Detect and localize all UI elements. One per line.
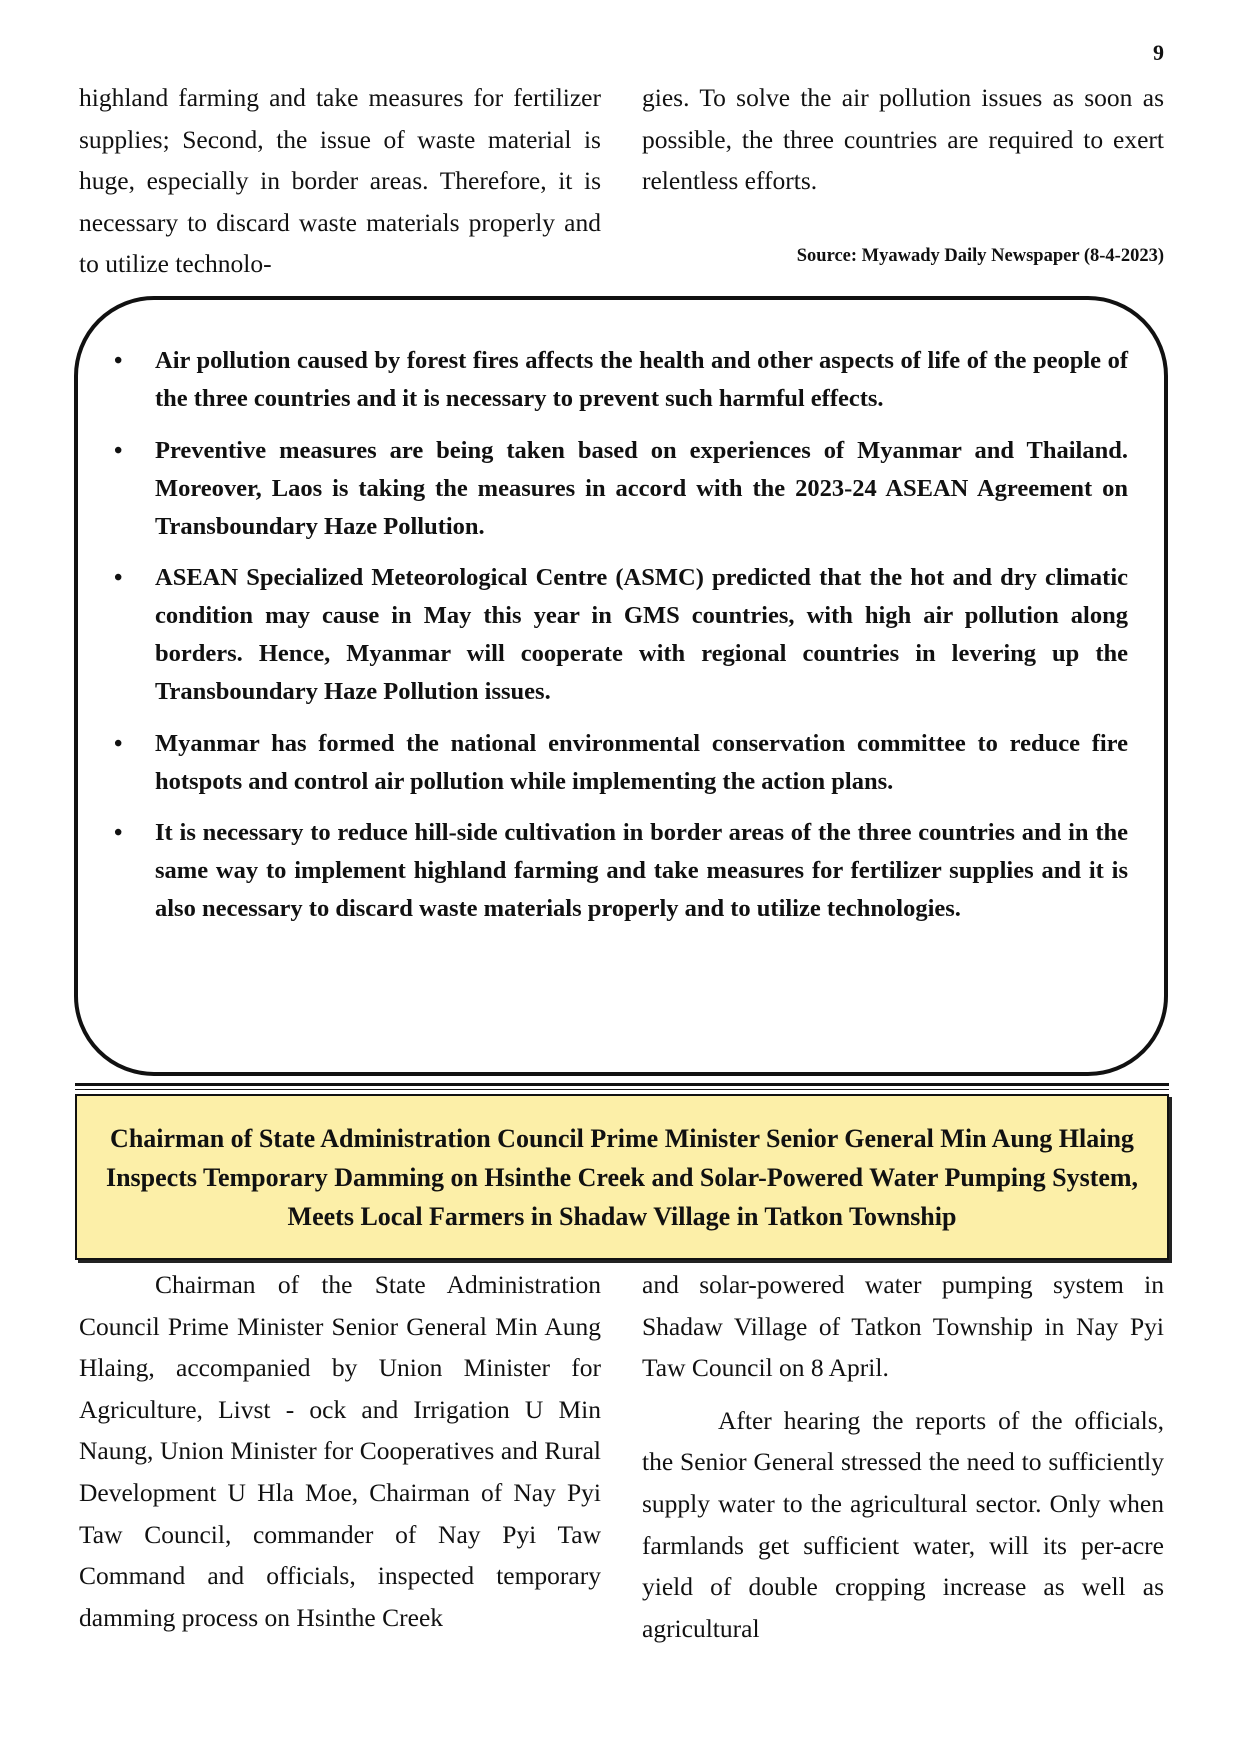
- paragraph: After hearing the reports of the officials, the Senior General stressed the need to sufficiently supply water to the agricultural sector. Only when farmlands get sufficient water, will its per-acre yield of double cropping increase as well as agricultural: [642, 1405, 1164, 1643]
- article-column-top-left: [79, 77, 601, 285]
- page-number: 9: [1153, 40, 1164, 65]
- article-column-top-right: [642, 77, 1164, 202]
- summary-item: [114, 342, 1128, 418]
- summary-item-text: Myanmar has formed the national environmental conservation committee to reduce fire hotspots and control air pollution while implementing the action plans.: [155, 729, 1128, 795]
- summary-item: [114, 814, 1128, 928]
- summary-item-text: Preventive measures are being taken based on experiences of Myanmar and Thailand. Moreover, Laos is taking the measures in accord with the 2023-24 ASEAN Agreement on Transboundary Haze Pollution.: [155, 436, 1128, 540]
- bullet-icon: •: [114, 820, 123, 846]
- source-citation: Source: Myawady Daily Newspaper (8-4-2023): [796, 246, 1164, 266]
- paragraph: Chairman of the State Administration Council Prime Minister Senior General Min Aung Hlaing, accompanied by Union Minister for Agriculture, Livst - ock and Irrigation U Min Naung, Union Minister for Cooperatives and Rural Development U Hla Moe, Chairman of Nay Pyi Taw Council, commander of Nay Pyi Taw Command and officials, inspected temporary damming process on Hsinthe Creek: [79, 1270, 601, 1632]
- summary-item: [114, 559, 1128, 711]
- headline-box: [75, 1094, 1169, 1260]
- article-column-bottom-left: [79, 1264, 601, 1638]
- bullet-icon: •: [114, 348, 123, 374]
- summary-list: [114, 342, 1128, 942]
- headline: Chairman of State Administration Council Prime Minister Senior General Min Aung Hlaing Inspects Temporary Damming on Hsinthe Creek and Solar-Powered Water Pumping System, Meets Local Farmers in Shadaw Village in Tatkon Township: [105, 1123, 1139, 1231]
- bullet-icon: •: [114, 565, 123, 591]
- bullet-icon: •: [114, 730, 123, 757]
- summary-item: [114, 432, 1128, 546]
- bullet-icon: •: [114, 437, 123, 464]
- paragraph: highland farming and take measures for fertilizer supplies; Second, the issue of waste material is huge, especially in border areas. Therefore, it is necessary to discard waste materials properly and to utilize technolo-: [79, 83, 601, 279]
- summary-item-text: It is necessary to reduce hill-side cultivation in border areas of the three countries and in the same way to implement highland farming and take measures for fertilizer supplies and it is also necessary to discard waste materials properly and to utilize technologies.: [155, 819, 1128, 922]
- summary-item-text: ASEAN Specialized Meteorological Centre (ASMC) predicted that the hot and dry climatic condition may cause in May this year in GMS countries, with high air pollution along borders. Hence, Myanmar will cooperate with regional countries in levering up the Transboundary Haze Pollution issues.: [155, 564, 1128, 705]
- summary-item: [114, 725, 1128, 801]
- summary-box: [74, 296, 1168, 1076]
- divider-thick: [75, 1083, 1169, 1086]
- article-column-bottom-right: [642, 1264, 1164, 1649]
- paragraph: gies. To solve the air pollution issues as soon as possible, the three countries are required to exert relentless efforts.: [642, 83, 1164, 196]
- summary-item-text: Air pollution caused by forest fires affects the health and other aspects of life of the people of the three countries and it is necessary to prevent such harmful effects.: [155, 347, 1128, 412]
- paragraph: and solar-powered water pumping system in Shadaw Village of Tatkon Township in Nay Pyi Taw Council on 8 April.: [642, 1270, 1164, 1383]
- divider-thin: [75, 1089, 1169, 1090]
